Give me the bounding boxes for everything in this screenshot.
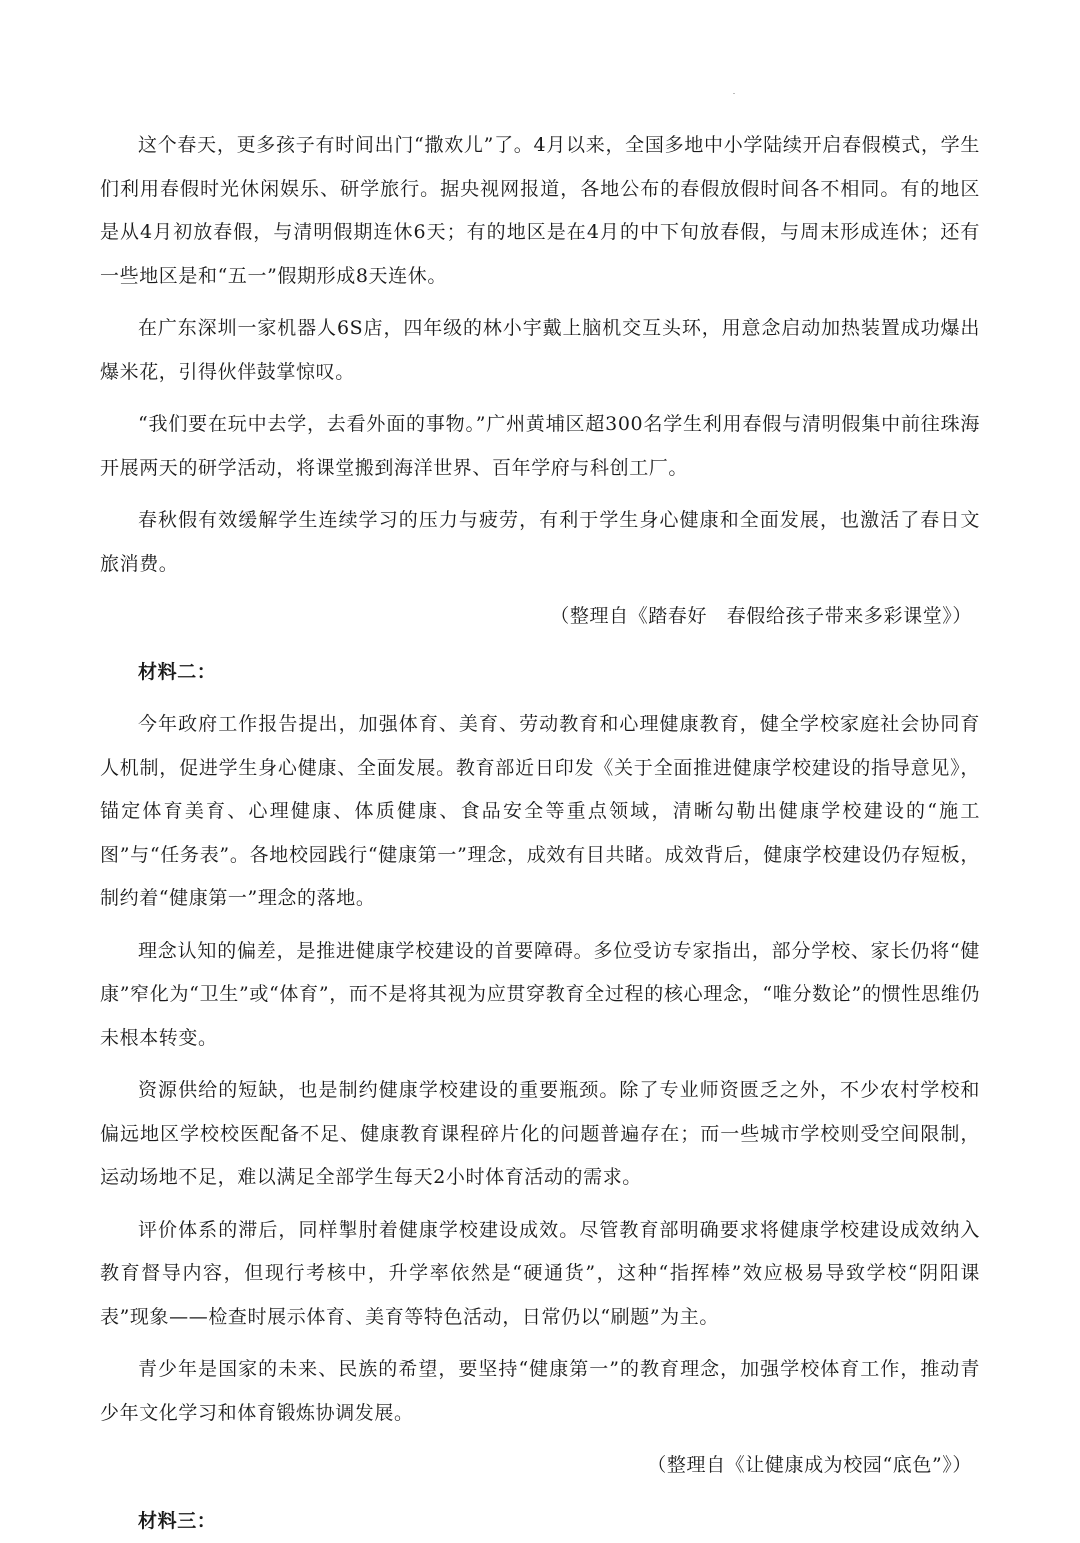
section-heading: 材料三： bbox=[100, 1500, 980, 1543]
material-three bbox=[100, 1500, 980, 1543]
paragraph: 评价体系的滞后，同样掣肘着健康学校建设成效。尽管教育部明确要求将健康学校建设成效纳入教育督导内容，但现行考核中，升学率依然是“硬通货”，这种“指挥棒”效应极易导致学校“阴阳课表”现象——检查时展示体育、美育等特色活动，日常仍以“刷题”为主。 bbox=[100, 1209, 980, 1340]
paragraph: 理念认知的偏差，是推进健康学校建设的首要障碍。多位受访专家指出，部分学校、家长仍将“健康”窄化为“卫生”或“体育”，而不是将其视为应贯穿教育全过程的核心理念，“唯分数论”的惯性思维仍未根本转变。 bbox=[100, 930, 980, 1061]
paragraph: 春秋假有效缓解学生连续学习的压力与疲劳，有利于学生身心健康和全面发展，也激活了春日文旅消费。 bbox=[100, 499, 980, 586]
material-one bbox=[100, 124, 980, 639]
source-citation: （整理自《踏春好 春假给孩子带来多彩课堂》） bbox=[100, 595, 980, 639]
paragraph: 今年政府工作报告提出，加强体育、美育、劳动教育和心理健康教育，健全学校家庭社会协同育人机制，促进学生身心健康、全面发展。教育部近日印发《关于全面推进健康学校建设的指导意见》，锚定体育美育、心理健康、体质健康、食品安全等重点领域，清晰勾勒出健康学校建设的“施工图”与“任务表”。各地校园践行“健康第一”理念，成效有目共睹。成效背后，健康学校建设仍存短板，制约着“健康第一”理念的落地。 bbox=[100, 703, 980, 921]
paragraph: “我们要在玩中去学，去看外面的事物。”广州黄埔区超300名学生利用春假与清明假集中前往珠海开展两天的研学活动，将课堂搬到海洋世界、百年学府与科创工厂。 bbox=[100, 403, 980, 490]
paragraph: 资源供给的短缺，也是制约健康学校建设的重要瓶颈。除了专业师资匮乏之外，不少农村学校和偏远地区学校校医配备不足、健康教育课程碎片化的问题普遍存在；而一些城市学校则受空间限制，运动场地不足，难以满足全部学生每天2小时体育活动的需求。 bbox=[100, 1069, 980, 1200]
section-heading: 材料二： bbox=[100, 651, 980, 695]
source-citation: （整理自《让健康成为校园“底色”》） bbox=[100, 1444, 980, 1488]
material-two bbox=[100, 651, 980, 1488]
scan-speck bbox=[733, 93, 735, 94]
document-page bbox=[100, 124, 980, 1543]
paragraph: 在广东深圳一家机器人6S店，四年级的林小宇戴上脑机交互头环，用意念启动加热装置成功爆出爆米花，引得伙伴鼓掌惊叹。 bbox=[100, 307, 980, 394]
paragraph: 青少年是国家的未来、民族的希望，要坚持“健康第一”的教育理念，加强学校体育工作，推动青少年文化学习和体育锻炼协调发展。 bbox=[100, 1348, 980, 1435]
paragraph: 这个春天，更多孩子有时间出门“撒欢儿”了。4月以来，全国多地中小学陆续开启春假模式，学生们利用春假时光休闲娱乐、研学旅行。据央视网报道，各地公布的春假放假时间各不相同。有的地区是从4月初放春假，与清明假期连休6天；有的地区是在4月的中下旬放春假，与周末形成连休；还有一些地区是和“五一”假期形成8天连休。 bbox=[100, 124, 980, 298]
